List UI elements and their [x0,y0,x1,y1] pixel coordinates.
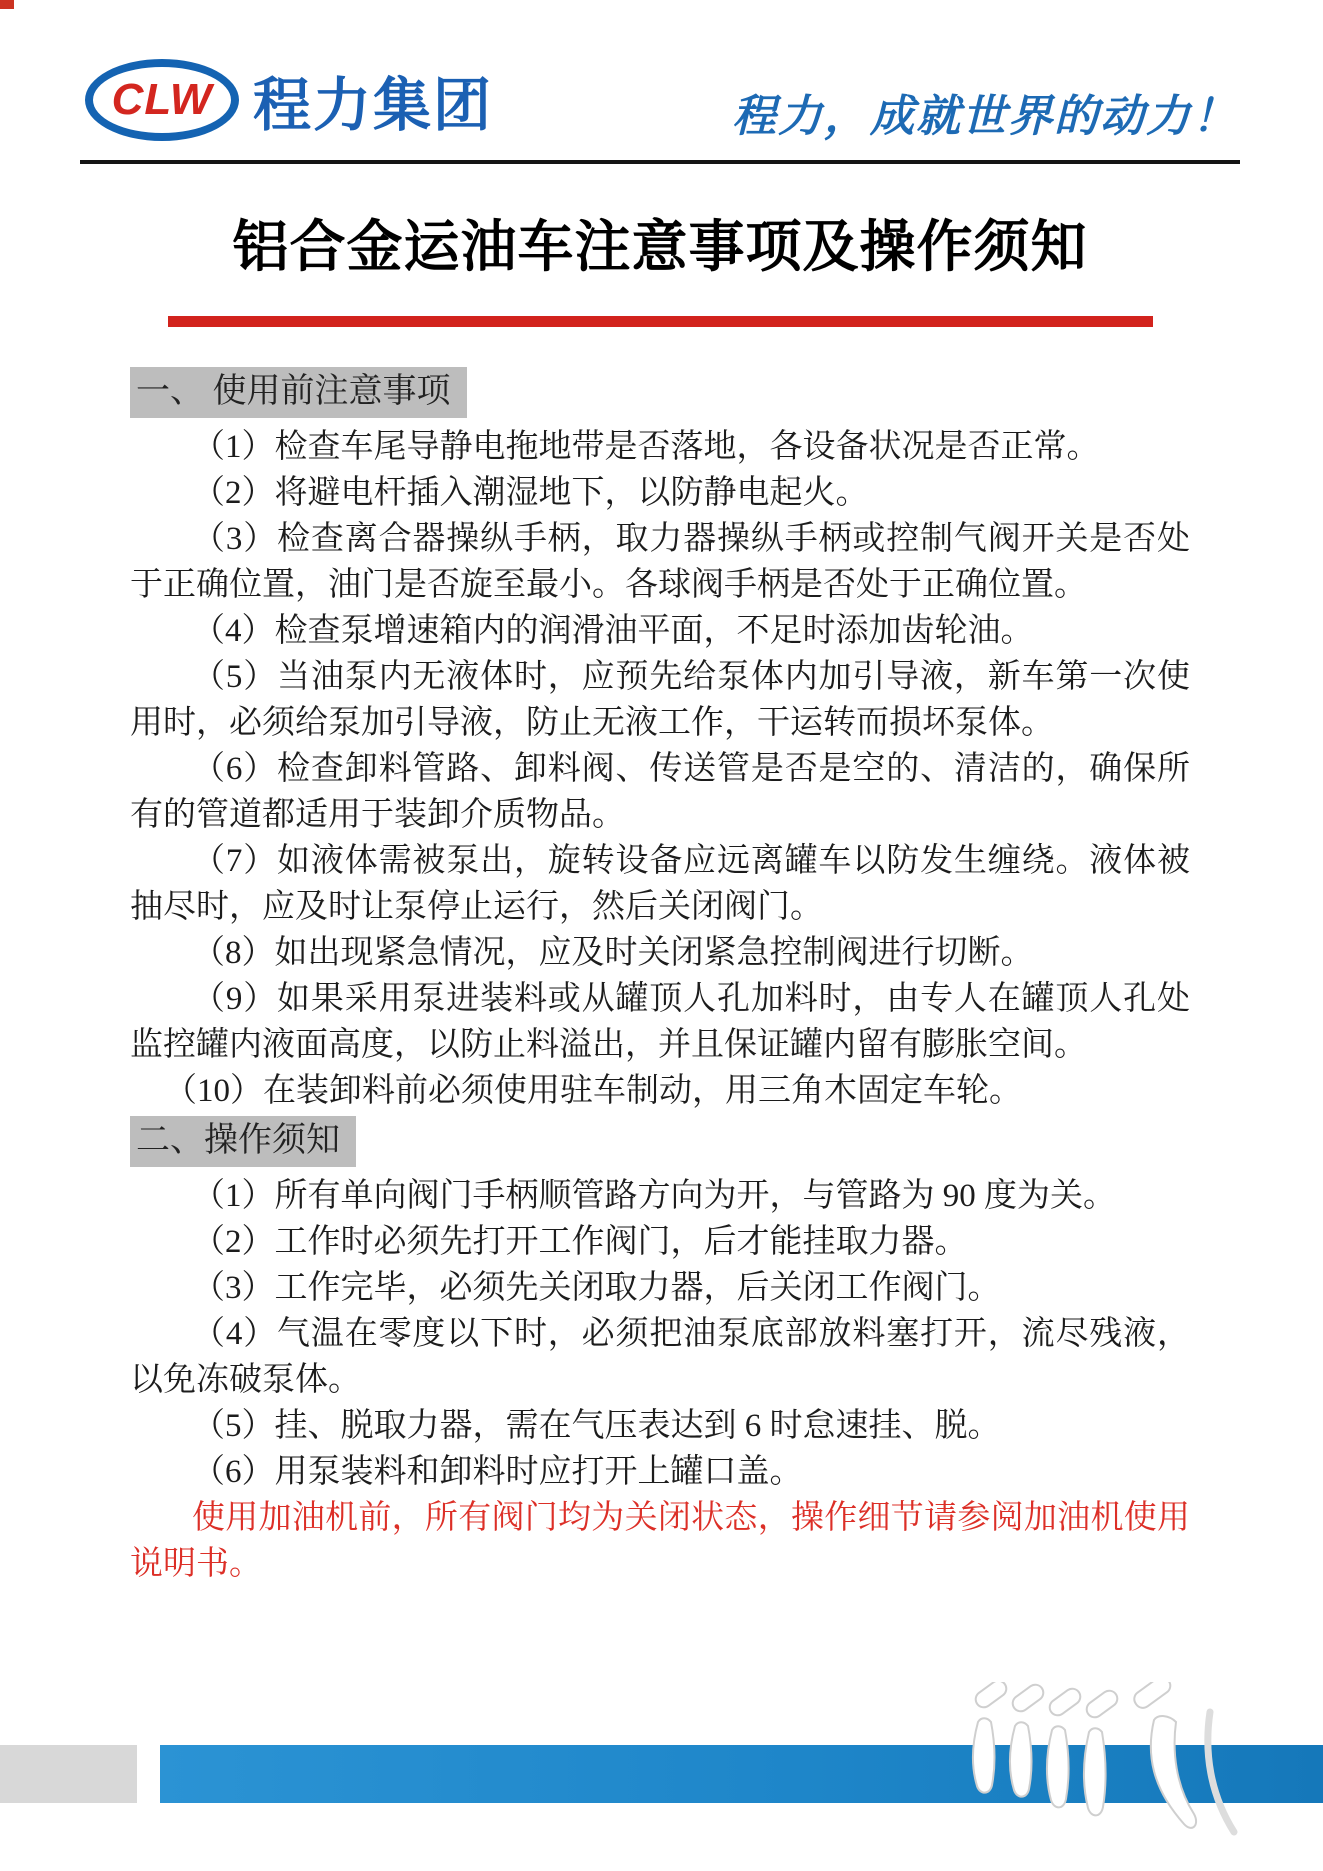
page-title: 铝合金运油车注意事项及操作须知 [232,215,1088,278]
list-item: （2）将避电杆插入潮湿地下，以防静电起火。 [192,475,869,511]
logo-company-name: 程力集团 [253,73,494,138]
list-item: （5）挂、脱取力器，需在气压表达到 6 时怠速挂、脱。 [192,1408,1001,1444]
list-item: （9）如果采用泵进装料或从罐顶人孔加料时，由专人在罐顶人孔处监控罐内液面高度，以防止料溢出，并且保证罐内留有膨胀空间。 [130,981,1190,1063]
warning-note: 使用加油机前，所有阀门均为关闭状态，操作细节请参阅加油机使用说明书。 [130,1500,1190,1582]
section-2-heading: 二、操作须知 [130,1116,356,1167]
header [85,58,493,142]
title-underline [168,316,1153,327]
list-item: （2）工作时必须先打开工作阀门，后才能挂取力器。 [192,1224,968,1260]
list-item: （1）检查车尾导静电拖地带是否落地，各设备状况是否正常。 [192,429,1100,465]
list-item: （3）工作完毕，必须先关闭取力器，后关闭工作阀门。 [192,1270,1001,1306]
list-item: （8）如出现紧急情况，应及时关闭紧急控制阀进行切断。 [192,935,1034,971]
header-slogan: 程力，成就世界的动力！ [732,92,1238,141]
list-item: （4）检查泵增速箱内的润滑油平面，不足时添加齿轮油。 [192,613,1034,649]
list-item: （3）检查离合器操纵手柄，取力器操纵手柄或控制气阀开关是否处于正确位置，油门是否旋至最小。各球阀手柄是否处于正确位置。 [130,521,1190,603]
footer-swoosh-icon [940,1682,1285,1854]
corner-mark [0,0,14,9]
list-item: （6）用泵装料和卸料时应打开上罐口盖。 [192,1454,803,1490]
list-item: （1）所有单向阀门手柄顺管路方向为开，与管路为 90 度为关。 [192,1178,1116,1214]
list-item: （4）气温在零度以下时，必须把油泵底部放料塞打开，流尽残液，以免冻破泵体。 [130,1316,1190,1398]
section-1-heading: 一、 使用前注意事项 [130,367,467,418]
footer-gray-block [0,1745,137,1803]
list-item: （5）当油泵内无液体时，应预先给泵体内加引导液，新车第一次使用时，必须给泵加引导液，防止无液工作，干运转而损坏泵体。 [130,659,1190,741]
header-divider [80,160,1240,164]
list-item: （6）检查卸料管路、卸料阀、传送管是否是空的、清洁的，确保所有的管道都适用于装卸介质物品。 [130,751,1190,833]
document-body [130,360,1190,1587]
list-item: （10）在装卸料前必须使用驻车制动，用三角木固定车轮。 [164,1073,1022,1109]
clw-logo-icon: CLW [85,59,239,141]
list-item: （7）如液体需被泵出，旋转设备应远离罐车以防发生缠绕。液体被抽尽时，应及时让泵停止运行，然后关闭阀门。 [130,843,1190,925]
